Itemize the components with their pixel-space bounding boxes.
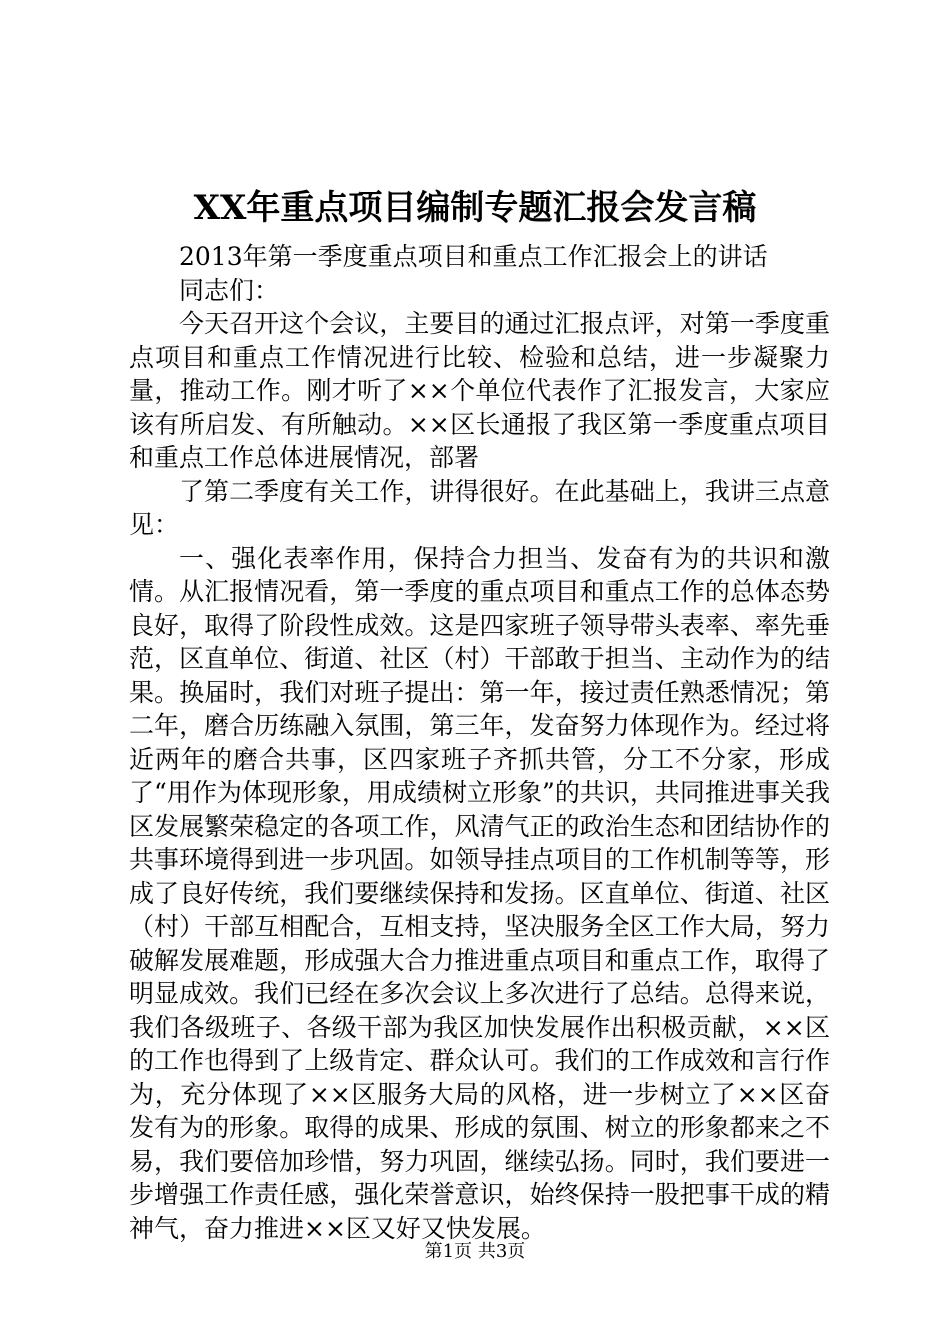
document-title: XX年重点项目编制专题汇报会发言稿 [193,188,757,228]
document-body [129,240,830,1245]
page-footer: 第1页 共3页 [424,1241,526,1262]
greeting: 同志们： [179,275,280,305]
document-subtitle: 2013年第一季度重点项目和重点工作汇报会上的讲话 [179,242,768,271]
paragraph-3: 一、强化表率作用，保持合力担当、发奋有为的共识和激情。从汇报情况看，第一季度的重点项目和重点工作的总体态势良好，取得了阶段性成效。这是四家班子领导带头表率、率先垂范，区直单位、街道、社区（村）干部敢于担当、主动作为的结果。换届时，我们对班子提出：第一年，接过责任熟悉情况；第二年，磨合历练融入氛围，第三年，发奋努力体现作为。经过将近两年的磨合共事，区四家班子齐抓共管，分工不分家，形成了“用作为体现形象，用成绩树立形象”的共识，共同推进事关我区发展繁荣稳定的各项工作，风清气正的政治生态和团结协作的共事环境得到进一步巩固。如领导挂点项目的工作机制等等，形成了良好传统，我们要继续保持和发扬。区直单位、街道、社区（村）干部互相配合，互相支持，坚决服务全区工作大局，努力破解发展难题，形成强大合力推进重点项目和重点工作，取得了明显成效。我们已经在多次会议上多次进行了总结。总得来说，我们各级班子、各级干部为我区加快发展作出积极贡献，××区的工作也得到了上级肯定、群众认可。我们的工作成效和言行作为，充分体现了××区服务大局的风格，进一步树立了××区奋发有为的形象。取得的成果、形成的氛围、树立的形象都来之不易，我们要倍加珍惜，努力巩固，继续弘扬。同时，我们要进一步增强工作责任感，强化荣誉意识，始终保持一股把事干成的精神气，奋力推进××区又好又快发展。 [129,543,830,1243]
paragraph-1: 今天召开这个会议，主要目的通过汇报点评，对第一季度重点项目和重点工作情况进行比较、检验和总结，进一步凝聚力量，推动工作。刚才听了××个单位代表作了汇报发言，大家应该有所启发、有所触动。××区长通报了我区第一季度重点项目和重点工作总体进展情况，部署 [129,309,830,472]
paragraph-2: 了第二季度有关工作，讲得很好。在此基础上，我讲三点意见： [129,476,830,539]
